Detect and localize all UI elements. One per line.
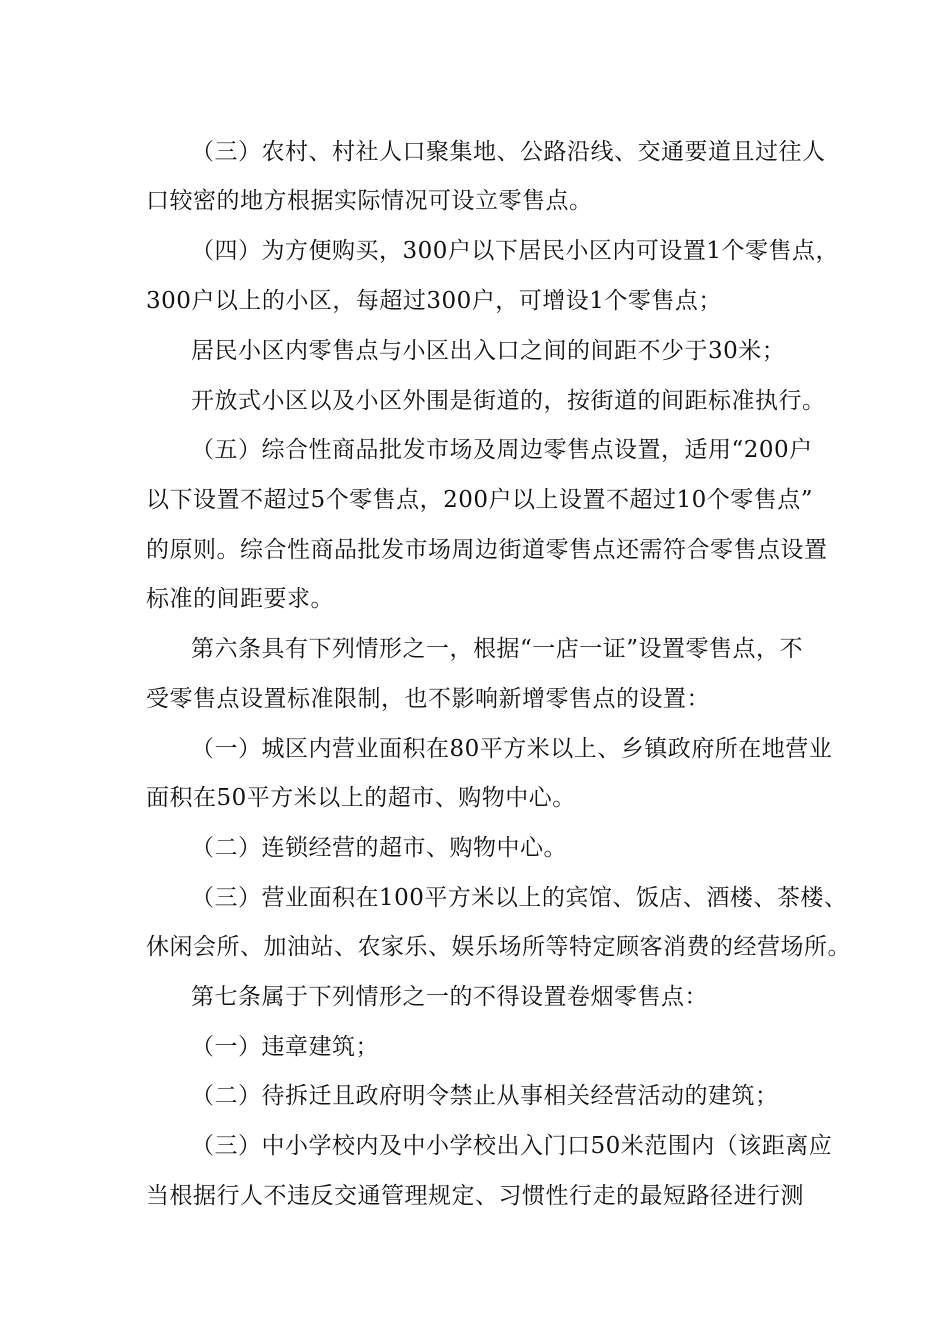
text-line: 300户以上的小区，每超过300户，可增设1个零售点； [146,288,722,314]
text-line: （一）违章建筑； [191,1034,379,1060]
text-line: 面积在50平方米以上的超市、购物中心。 [146,785,576,811]
text-line: （五）综合性商品批发市场及周边零售点设置，适用“200户 [191,437,813,463]
text-line: （二）待拆迁且政府明令禁止从事相关经营活动的建筑； [191,1083,779,1109]
text-line: 第七条属于下列情形之一的不得设置卷烟零售点： [191,984,708,1010]
text-line: 以下设置不超过5个零售点，200户以上设置不超过10个零售点” [146,487,814,513]
text-line: 当根据行人不违反交通管理规定、习惯性行走的最短路径进行测 [146,1183,804,1209]
text-line: （四）为方便购买，300户以下居民小区内可设置1个零售点， [191,238,840,264]
text-line: （三）中小学校内及中小学校出入门口50米范围内（该距离应 [191,1133,833,1159]
text-line: 休闲会所、加油站、农家乐、娱乐场所等特定顾客消费的经营场所。 [146,934,851,960]
text-line: 口较密的地方根据实际情况可设立零售点。 [146,188,593,214]
text-line: 开放式小区以及小区外围是街道的，按街道的间距标准执行。 [191,388,826,414]
text-line: （三）农村、村社人口聚集地、公路沿线、交通要道且过往人 [191,139,826,165]
text-line: 居民小区内零售点与小区出入口之间的间距不少于30米； [191,338,786,364]
text-line: （二）连锁经营的超市、购物中心。 [191,835,567,861]
text-line: 标准的间距要求。 [146,586,334,612]
text-line: （三）营业面积在100平方米以上的宾馆、饭店、酒楼、茶楼、 [191,885,848,911]
text-line: 受零售点设置标准限制，也不影响新增零售点的设置： [146,686,710,712]
text-line: 第六条具有下列情形之一，根据“一店一证”设置零售点，不 [191,636,804,662]
text-line: 的原则。综合性商品批发市场周边街道零售点还需符合零售点设置 [146,537,828,563]
text-line: （一）城区内营业面积在80平方米以上、乡镇政府所在地营业 [191,736,833,762]
